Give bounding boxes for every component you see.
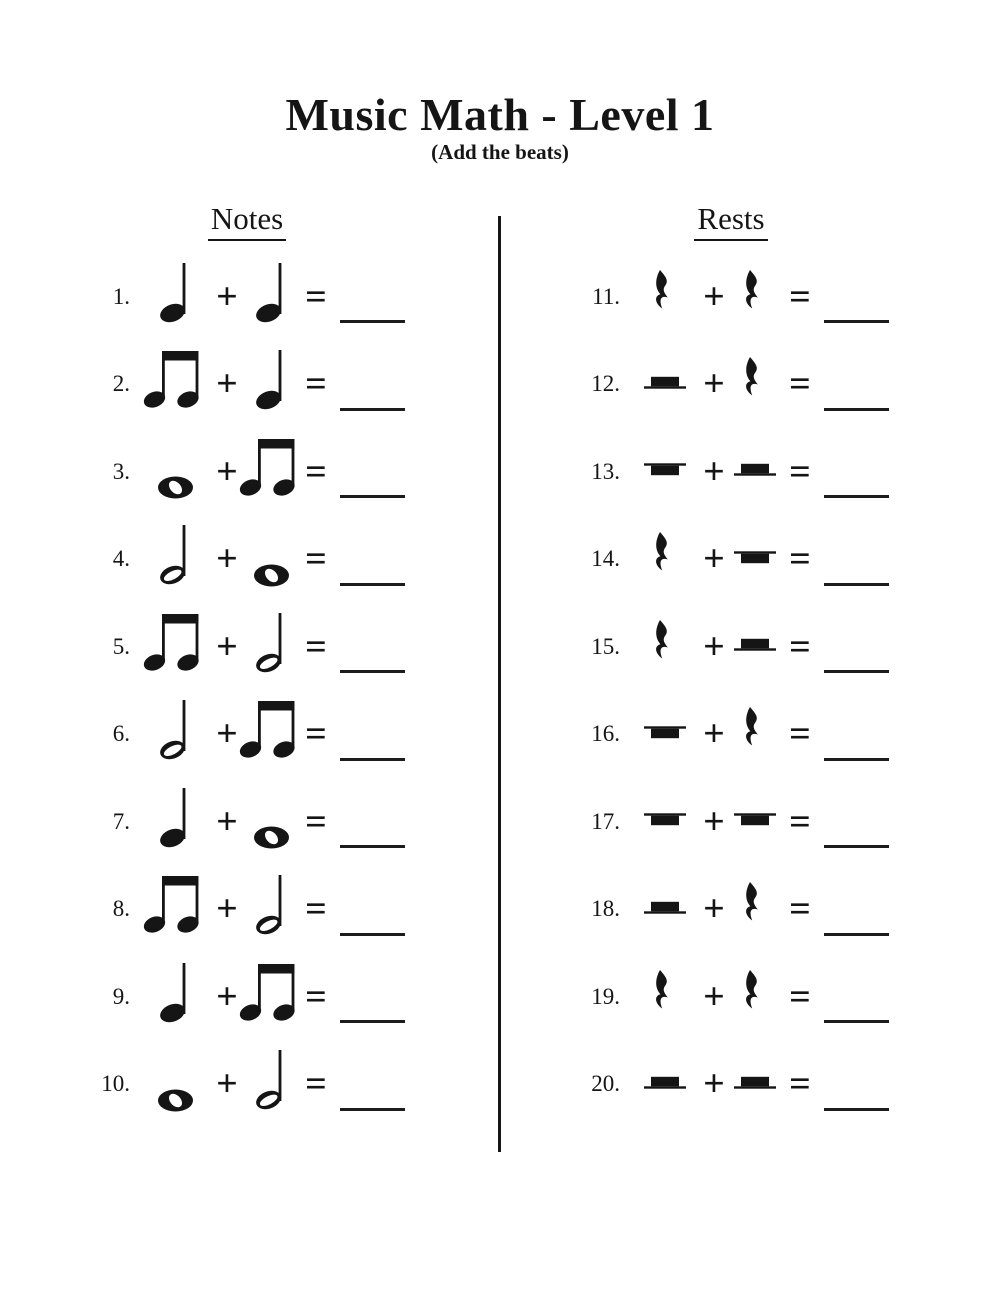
- page-title: Music Math - Level 1: [285, 89, 715, 140]
- operand-1: [138, 460, 212, 483]
- problem-number: 4.: [112, 546, 130, 572]
- problem-row: [82, 428, 422, 516]
- problem-number: 8.: [112, 896, 130, 922]
- operand-2: [242, 353, 300, 415]
- answer-blank[interactable]: [340, 1020, 405, 1023]
- whole-note-icon: [157, 1089, 194, 1112]
- plus-sign: +: [216, 888, 238, 931]
- operand-1: [138, 528, 212, 590]
- answer-blank[interactable]: [824, 1108, 889, 1111]
- answer-blank[interactable]: [340, 495, 405, 498]
- operand-2: [726, 552, 784, 567]
- problem-number: 13.: [591, 458, 620, 484]
- problem-row: [82, 603, 422, 691]
- answer-blank[interactable]: [824, 320, 889, 323]
- problem-number: 6.: [112, 721, 130, 747]
- operand-1: [138, 1073, 212, 1096]
- operand-2: [726, 464, 784, 479]
- eighth-note-pair-icon: [143, 611, 207, 673]
- eighth-note-pair-icon: [239, 698, 303, 760]
- rests-heading-wrap: [566, 201, 896, 237]
- problem-number: 3.: [112, 458, 130, 484]
- equals-sign: =: [789, 1063, 811, 1106]
- problem-number: 5.: [112, 633, 130, 659]
- answer-blank[interactable]: [824, 583, 889, 586]
- plus-sign: +: [703, 363, 725, 406]
- problem-row: [82, 1041, 422, 1129]
- problem-row: [82, 691, 422, 779]
- equals-sign: =: [305, 1063, 327, 1106]
- plus-sign: +: [216, 625, 238, 668]
- equals-sign: =: [305, 275, 327, 318]
- plus-sign: +: [703, 275, 725, 318]
- operand-1: [138, 353, 212, 415]
- whole-rest-icon: [644, 462, 686, 477]
- whole-rest-icon: [734, 550, 776, 565]
- equals-sign: =: [789, 450, 811, 493]
- operand-1: [138, 878, 212, 940]
- quarter-note-icon: [158, 261, 192, 323]
- eighth-note-pair-icon: [143, 348, 207, 410]
- quarter-rest-icon: [743, 270, 767, 322]
- plus-sign: +: [703, 1063, 725, 1106]
- answer-blank[interactable]: [340, 670, 405, 673]
- problem-number: 7.: [112, 808, 130, 834]
- operand-1: [138, 791, 212, 853]
- page-subtitle: (Add the beats): [431, 140, 569, 164]
- plus-sign: +: [703, 800, 725, 843]
- operand-2: [726, 271, 784, 323]
- plus-sign: +: [703, 538, 725, 581]
- problem-number: 14.: [591, 546, 620, 572]
- operand-2: [726, 639, 784, 654]
- equals-sign: =: [305, 975, 327, 1018]
- equals-sign: =: [789, 625, 811, 668]
- answer-blank[interactable]: [340, 1108, 405, 1111]
- plus-sign: +: [703, 625, 725, 668]
- half-rest-icon: [644, 900, 686, 915]
- plus-sign: +: [216, 363, 238, 406]
- problem-number: 2.: [112, 371, 130, 397]
- problem-row: [82, 866, 422, 954]
- problem-row: [570, 778, 910, 866]
- equals-sign: =: [789, 800, 811, 843]
- problem-number: 19.: [591, 983, 620, 1009]
- equals-sign: =: [789, 888, 811, 931]
- problem-row: [570, 428, 910, 516]
- operand-2: [242, 703, 300, 765]
- half-note-icon: [254, 611, 288, 673]
- problem-row: [570, 953, 910, 1041]
- half-rest-icon: [644, 375, 686, 390]
- equals-sign: =: [305, 538, 327, 581]
- answer-blank[interactable]: [824, 845, 889, 848]
- answer-blank[interactable]: [824, 758, 889, 761]
- operand-1: [628, 727, 702, 742]
- operand-1: [628, 533, 702, 585]
- equals-sign: =: [305, 625, 327, 668]
- operand-2: [242, 878, 300, 940]
- rests-column: [570, 253, 910, 1128]
- equals-sign: =: [305, 713, 327, 756]
- plus-sign: +: [216, 450, 238, 493]
- whole-note-icon: [253, 564, 290, 587]
- half-rest-icon: [734, 462, 776, 477]
- whole-note-icon: [253, 826, 290, 849]
- problem-row: [570, 866, 910, 954]
- operand-2: [242, 1053, 300, 1115]
- plus-sign: +: [216, 538, 238, 581]
- quarter-rest-icon: [653, 970, 677, 1022]
- problem-number: 18.: [591, 896, 620, 922]
- half-rest-icon: [644, 1075, 686, 1090]
- half-rest-icon: [734, 637, 776, 652]
- answer-blank[interactable]: [824, 408, 889, 411]
- operand-1: [628, 271, 702, 323]
- quarter-rest-icon: [743, 970, 767, 1022]
- equals-sign: =: [305, 888, 327, 931]
- operand-1: [628, 814, 702, 829]
- problem-number: 15.: [591, 633, 620, 659]
- operand-2: [726, 883, 784, 935]
- operand-1: [628, 464, 702, 479]
- answer-blank[interactable]: [340, 583, 405, 586]
- operand-2: [726, 971, 784, 1023]
- operand-1: [138, 616, 212, 678]
- problem-number: 10.: [101, 1071, 130, 1097]
- whole-rest-icon: [734, 812, 776, 827]
- half-note-icon: [158, 523, 192, 585]
- plus-sign: +: [703, 975, 725, 1018]
- operand-1: [628, 902, 702, 917]
- problem-number: 20.: [591, 1071, 620, 1097]
- equals-sign: =: [789, 975, 811, 1018]
- problem-row: [82, 341, 422, 429]
- equals-sign: =: [789, 363, 811, 406]
- operand-2: [726, 358, 784, 410]
- problem-number: 11.: [592, 283, 620, 309]
- operand-2: [242, 966, 300, 1028]
- equals-sign: =: [789, 538, 811, 581]
- problem-row: [82, 516, 422, 604]
- operand-2: [726, 1077, 784, 1092]
- problem-row: [570, 341, 910, 429]
- problem-row: [570, 691, 910, 779]
- quarter-note-icon: [158, 786, 192, 848]
- operand-1: [138, 966, 212, 1028]
- answer-blank[interactable]: [340, 845, 405, 848]
- plus-sign: +: [703, 450, 725, 493]
- operand-2: [726, 814, 784, 829]
- plus-sign: +: [216, 275, 238, 318]
- quarter-rest-icon: [743, 882, 767, 934]
- equals-sign: =: [789, 275, 811, 318]
- plus-sign: +: [216, 1063, 238, 1106]
- operand-1: [138, 266, 212, 328]
- quarter-rest-icon: [653, 532, 677, 584]
- whole-rest-icon: [644, 812, 686, 827]
- half-rest-icon: [734, 1075, 776, 1090]
- answer-blank[interactable]: [340, 408, 405, 411]
- rests-heading: Rests: [694, 201, 767, 241]
- answer-blank[interactable]: [340, 933, 405, 936]
- operand-1: [628, 377, 702, 392]
- plus-sign: +: [703, 888, 725, 931]
- plus-sign: +: [703, 713, 725, 756]
- equals-sign: =: [305, 450, 327, 493]
- problem-row: [570, 1041, 910, 1129]
- operand-2: [242, 441, 300, 503]
- operand-1: [628, 621, 702, 673]
- problem-row: [82, 953, 422, 1041]
- answer-blank[interactable]: [824, 1020, 889, 1023]
- quarter-rest-icon: [653, 270, 677, 322]
- quarter-rest-icon: [743, 707, 767, 759]
- answer-blank[interactable]: [340, 758, 405, 761]
- operand-2: [242, 548, 300, 571]
- operand-2: [726, 708, 784, 760]
- problem-row: [570, 603, 910, 691]
- plus-sign: +: [216, 975, 238, 1018]
- problem-row: [570, 516, 910, 604]
- operand-2: [242, 616, 300, 678]
- problem-number: 16.: [591, 721, 620, 747]
- answer-blank[interactable]: [824, 670, 889, 673]
- equals-sign: =: [789, 713, 811, 756]
- problem-number: 12.: [591, 371, 620, 397]
- plus-sign: +: [216, 713, 238, 756]
- quarter-rest-icon: [743, 357, 767, 409]
- eighth-note-pair-icon: [143, 873, 207, 935]
- problem-row: [570, 253, 910, 341]
- notes-heading-wrap: [82, 201, 412, 237]
- operand-2: [242, 266, 300, 328]
- quarter-note-icon: [158, 961, 192, 1023]
- eighth-note-pair-icon: [239, 961, 303, 1023]
- operand-1: [628, 1077, 702, 1092]
- whole-note-icon: [157, 476, 194, 499]
- answer-blank[interactable]: [824, 495, 889, 498]
- problem-number: 9.: [112, 983, 130, 1009]
- half-note-icon: [158, 698, 192, 760]
- problem-number: 1.: [112, 283, 130, 309]
- notes-column: [82, 253, 422, 1128]
- column-divider: [498, 216, 501, 1152]
- half-note-icon: [254, 1048, 288, 1110]
- operand-1: [628, 971, 702, 1023]
- problem-number: 17.: [591, 808, 620, 834]
- eighth-note-pair-icon: [239, 436, 303, 498]
- problem-row: [82, 253, 422, 341]
- operand-1: [138, 703, 212, 765]
- plus-sign: +: [216, 800, 238, 843]
- quarter-rest-icon: [653, 620, 677, 672]
- quarter-note-icon: [254, 348, 288, 410]
- equals-sign: =: [305, 363, 327, 406]
- answer-blank[interactable]: [340, 320, 405, 323]
- whole-rest-icon: [644, 725, 686, 740]
- problem-row: [82, 778, 422, 866]
- half-note-icon: [254, 873, 288, 935]
- operand-2: [242, 810, 300, 833]
- answer-blank[interactable]: [824, 933, 889, 936]
- equals-sign: =: [305, 800, 327, 843]
- notes-heading: Notes: [208, 201, 286, 241]
- quarter-note-icon: [254, 261, 288, 323]
